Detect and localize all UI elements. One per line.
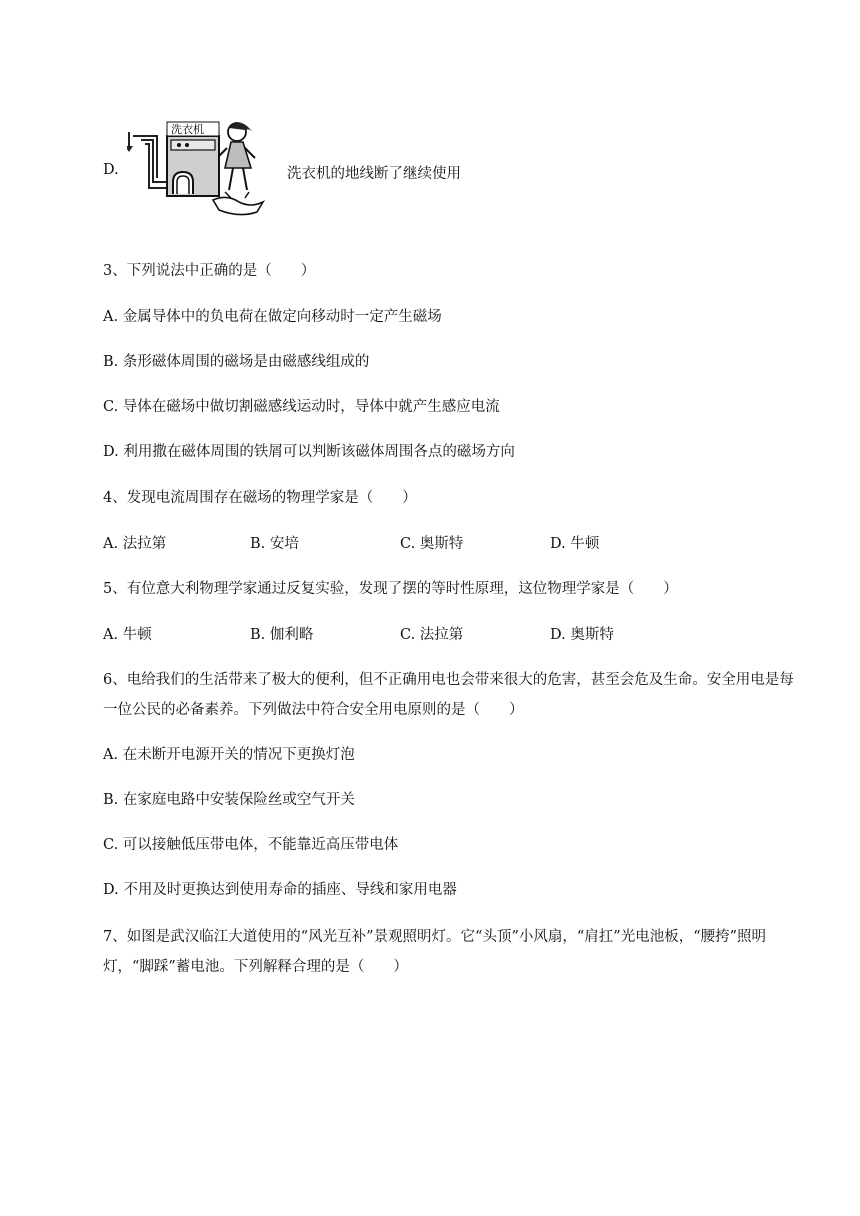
q6-stem: 6、电给我们的生活带来了极大的便利，但不正确用电也会带来很大的危害，甚至会危及生命。安全用电是每一位公民的必备素养。下列做法中符合安全用电原则的是（ ）: [103, 672, 794, 718]
figure-label-text: 洗衣机: [171, 123, 204, 136]
q6-option-d: D. 不用及时更换达到使用寿命的插座、导线和家用电器: [103, 882, 457, 898]
q4-option-c: C. 奥斯特: [400, 536, 464, 552]
q3-option-b: B. 条形磁体周围的磁场是由磁感线组成的: [103, 354, 370, 370]
q3-option-d: D. 利用撒在磁体周围的铁屑可以判断该磁体周围各点的磁场方向: [103, 444, 515, 460]
q4-option-d: D. 牛顿: [550, 536, 600, 552]
q5-stem: 5、有位意大利物理学家通过反复实验，发现了摆的等时性原理，这位物理学家是（ ）: [103, 581, 678, 597]
q5-option-c: C. 法拉第: [400, 627, 464, 643]
q6-option-a: A. 在未断开电源开关的情况下更换灯泡: [103, 747, 355, 763]
q4-option-b: B. 安培: [250, 536, 299, 552]
q7-stem: 7、如图是武汉临江大道使用的“风光互补”景观照明灯。它“头顶”小风扇，“肩扛”光电池板，“腰挎”照明灯，“脚踩”蓄电池。下列解释合理的是（ ）: [103, 929, 767, 975]
q4-stem: 4、发现电流周围存在磁场的物理学家是（ ）: [103, 490, 417, 506]
q5-option-b: B. 伽利略: [250, 627, 314, 643]
q3-option-a: A. 金属导体中的负电荷在做定向移动时一定产生磁场: [103, 309, 442, 325]
q6-option-b: B. 在家庭电路中安装保险丝或空气开关: [103, 792, 355, 808]
q2-option-d-text: 洗衣机的地线断了继续使用: [287, 166, 461, 182]
washing-machine-figure: [127, 118, 267, 222]
q3-stem: 3、下列说法中正确的是（ ）: [103, 263, 316, 279]
q5-option-d: D. 奥斯特: [550, 627, 614, 643]
q5-option-a: A. 牛顿: [103, 627, 152, 643]
q4-option-a: A. 法拉第: [103, 536, 167, 552]
washing-machine-illustration: [127, 118, 267, 222]
q6-option-c: C. 可以接触低压带电体，不能靠近高压带电体: [103, 837, 399, 853]
q3-option-c: C. 导体在磁场中做切割磁感线运动时，导体中就产生感应电流: [103, 399, 500, 415]
q2-option-d-label: D.: [103, 162, 119, 178]
